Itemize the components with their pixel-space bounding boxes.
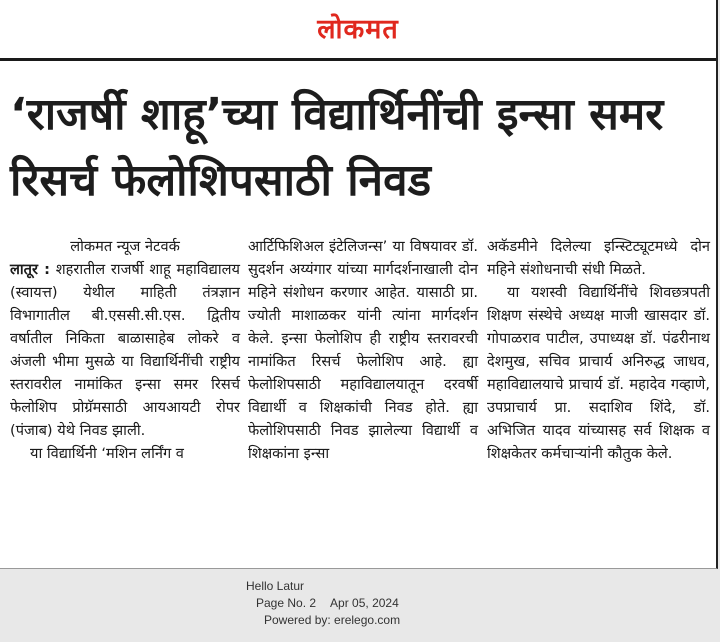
page-number: Page No. 2 (256, 596, 317, 610)
page-date-line (236, 595, 486, 612)
masthead (0, 0, 716, 58)
article-paragraph-2-end: अकॅडमीने दिलेल्या इन्स्टिट्यूटमध्ये दोन महिने संशोधनाची संधी मिळते. (487, 238, 710, 278)
dateline: लातूर : (10, 261, 50, 278)
byline: लोकमत न्यूज नेटवर्क (70, 238, 180, 255)
clipping-footer (236, 578, 486, 629)
article-column-1 (10, 235, 240, 465)
headline: ‘राजर्षी शाहू’च्या विद्यार्थिनींची इन्सा समर रिसर्च फेलोशिपसाठी निवड (10, 89, 664, 206)
paragraph-1-text: शहरातील राजर्षी शाहू महाविद्यालय (स्वायत्त) येथील माहिती तंत्रज्ञान विभागातील बी.एससी.सी.एस. द्वितीय वर्षातील निकिता बाळासाहेब लोकरे व अंजली भीमा मुसळे या विद्यार्थिनींची राष्ट्रीय स्तरावरील नामांकित इन्सा समर रिसर्च फेलोशिप प्रोग्रॅमसाठी आयआयटी रोपर (पंजाब) येथे निवड झाली. (10, 261, 241, 439)
powered-by: Powered by: erelego.com (264, 613, 401, 627)
lokmat-logo: लोकमत (317, 14, 399, 45)
article-paragraph-2-start: या विद्यार्थिनी ‘मशिन लर्निंग व (30, 445, 184, 462)
article-column-3 (487, 235, 710, 465)
article-column-2 (248, 235, 478, 465)
article-paragraph-2-continued: आर्टिफिशिअल इंटेलिजन्स’ या विषयावर डॉ. सुदर्शन अय्यंगार यांच्या मार्गदर्शनाखाली दोन महिने संशोधन करणार आहेत. यासाठी प्रा. ज्योती माशाळकर यांनी त्यांना मार्गदर्शन केले. इन्सा फेलोशिप ही राष्ट्रीय स्तरावरची नामांकित रिसर्च फेलोशिप आहे. ह्या फेलोशिपसाठी महाविद्यालयातून दरवर्षी विद्यार्थी व शिक्षकांची निवड होते. ह्या फेलोशिपसाठी निवड झालेल्या विद्यार्थी व शिक्षकांना इन्सा (248, 238, 478, 462)
edition-name: Hello Latur (246, 579, 305, 593)
article-paragraph-3: या यशस्वी विद्यार्थिनींचे शिवछत्रपती शिक्षण संस्थेचे अध्यक्ष माजी खासदार डॉ. गोपाळराव पाटील, उपाध्यक्ष डॉ. पंढरीनाथ देशमुख, सचिव प्राचार्य अनिरुद्ध जाधव, महाविद्यालयाचे प्राचार्य डॉ. महादेव गव्हाणे, उपप्राचार्य प्रा. सदाशिव शिंदे, डॉ. अभिजित यादव यांच्यासह सर्व शिक्षक व शिक्षकेतर कर्मचाऱ्यांनी कौतुक केले. (487, 284, 710, 462)
masthead-rule (0, 58, 716, 61)
article-paragraph-1 (10, 258, 240, 442)
publish-date: Apr 05, 2024 (330, 596, 399, 610)
